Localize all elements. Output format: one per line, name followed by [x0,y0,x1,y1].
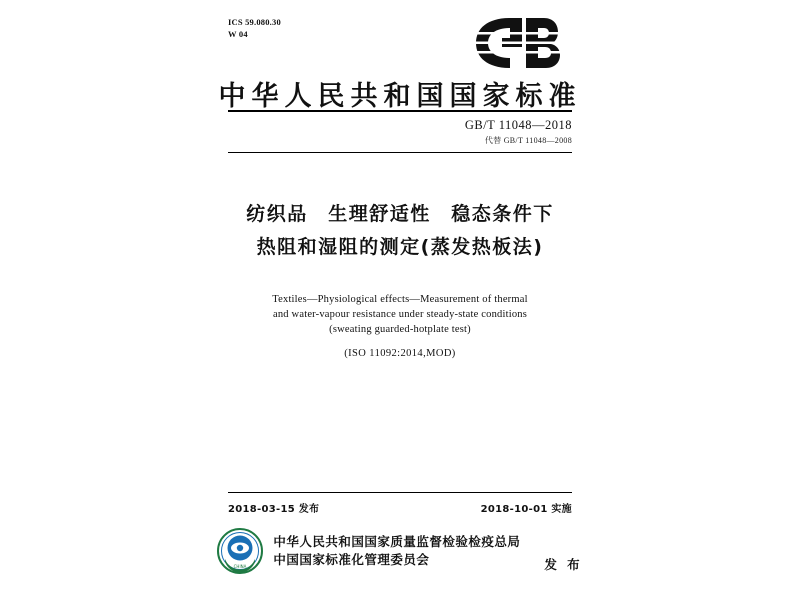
svg-text:CHINA: CHINA [233,564,247,569]
divider-top [228,110,572,112]
document-title-cn-line1: 纺织品 生理舒适性 稳态条件下 [246,203,554,225]
effective-date: 2018-10-01 实施 [480,504,572,515]
issuer-line-1: 中华人民共和国国家质量监督检验检疫总局 [273,534,521,549]
document-title-cn [0,198,800,264]
gb-logo-icon [466,14,562,72]
divider-bottom [228,152,572,153]
issuer-name [273,533,520,569]
document-title-en-line2: and water-vapour resistance under steady-state conditions [272,309,528,320]
page-title: 中华人民共和国国家标准 [218,81,582,112]
iso-equivalence: (ISO 11092:2014,MOD) [344,348,456,359]
standard-number-block [465,118,572,148]
issuer-block [0,528,800,574]
divider-footer [228,492,572,493]
document-title-en-line3: (sweating guarded-hotplate test) [329,324,471,335]
issuer-line-2: 中国国家标准化管理委员会 [273,552,430,567]
document-title-en-line1: Textiles—Physiological effects—Measurement of thermal [272,294,528,305]
standard-replaces: 代替 GB/T 11048—2008 [484,136,572,145]
issue-word: 发 布 [544,557,583,572]
quality-inspection-emblem-icon [217,528,263,574]
ics-code: ICS 59.080.30 [228,17,281,27]
document-title-cn-line2: 热阻和湿阻的测定(蒸发热板法) [256,236,544,258]
issue-date: 2018-03-15 发布 [228,504,320,515]
document-title-en [0,292,800,337]
date-row [228,500,572,515]
classification-code: W 04 [228,29,248,39]
document-meta [228,16,281,40]
standard-number: GB/T 11048—2018 [464,118,572,132]
